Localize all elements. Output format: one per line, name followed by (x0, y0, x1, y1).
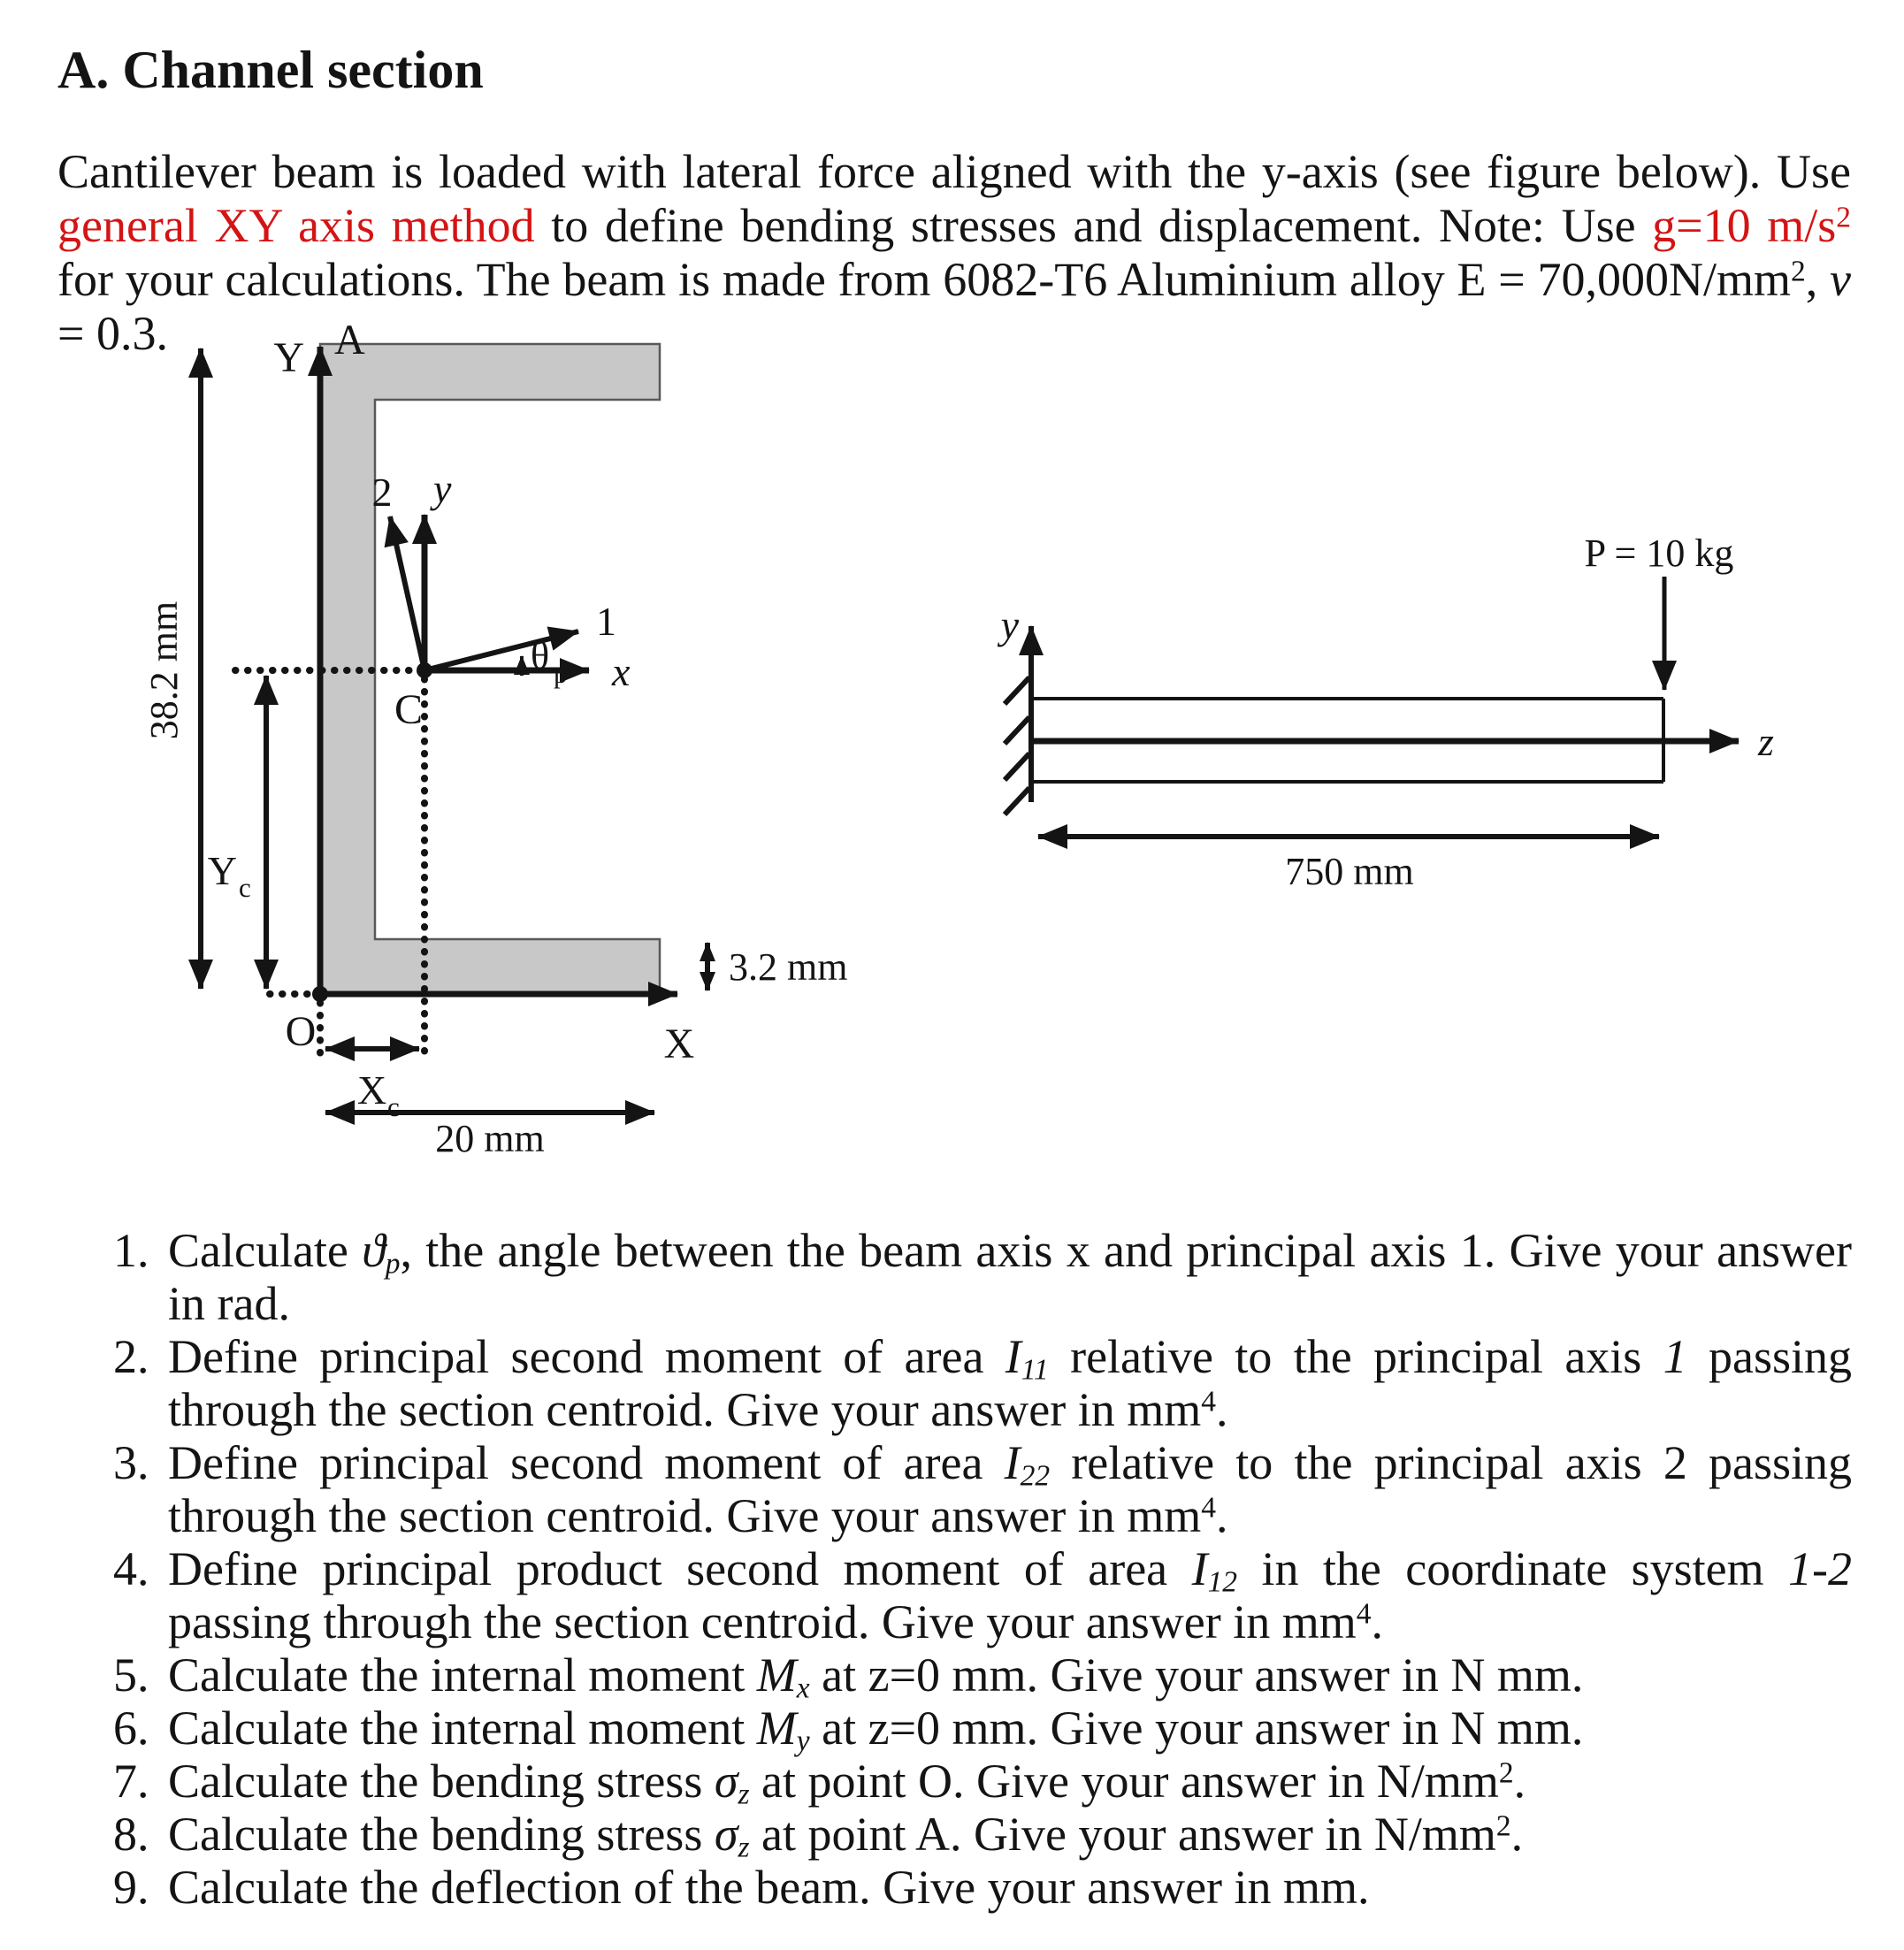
question-item-5 (113, 1648, 1852, 1705)
question-number: 2. (113, 1330, 149, 1383)
question-item-6 (113, 1701, 1852, 1758)
label-Yc: Y (207, 848, 237, 893)
label-axis-1: 1 (596, 599, 616, 644)
question-text: Calculate the internal moment Mx at z=0 mm. Give your answer in N mm. (168, 1648, 1584, 1705)
label-Yc-sub: c (239, 872, 251, 903)
channel-section-figure (133, 314, 929, 1198)
label-C: C (394, 686, 424, 733)
question-number: 6. (113, 1701, 149, 1755)
label-beam-z: z (1758, 719, 1774, 764)
questions-list (113, 1224, 1852, 1914)
question-text: Calculate ϑp, the angle between the beam axis x and principal axis 1. Give your answer in rad. (168, 1224, 1853, 1330)
question-number: 8. (113, 1808, 149, 1861)
question-text: Define principal second moment of area I22 relative to the principal axis 2 passing through the section centroid. Give your answer in $mm^4$. (168, 1436, 1853, 1542)
label-y-axis: y (433, 466, 452, 511)
question-text: Calculate the deflection of the beam. Give your answer in mm. (168, 1861, 1370, 1914)
question-item-7 (113, 1755, 1852, 1811)
question-item-4 (113, 1542, 1852, 1648)
principal-axis-2 (390, 516, 424, 670)
fixed-support-hatch (1005, 677, 1029, 814)
question-number: 5. (113, 1648, 149, 1701)
label-dim-length: 750 mm (1285, 850, 1414, 893)
page-title: A. Channel section (57, 41, 484, 99)
intro-paragraph: Cantilever beam is loaded with lateral force aligned with the y-axis (see figure below). Use general XY axis method to define bending stresses and displacement. Note: Use g=10 $m/s^2$ for your calculations. The beam is made from 6082-T6 Aluminium alloy $E = 70,000N/mm^2$, ν = 0.3. (57, 145, 1851, 360)
label-A: A (334, 317, 365, 363)
question-item-1 (113, 1224, 1852, 1330)
question-number: 4. (113, 1542, 149, 1595)
label-Xc: X (357, 1067, 387, 1113)
question-item-8 (113, 1808, 1852, 1864)
centroid-point (417, 662, 432, 678)
label-theta-sub: p (554, 658, 568, 689)
label-X: X (663, 1021, 695, 1067)
label-load: P = 10 kg (1584, 531, 1734, 575)
question-text: Define principal product second moment of area I12 in the coordinate system 1-2 passing through the section centroid. Give your answer in $mm^4$. (168, 1542, 1853, 1648)
question-number: 1. (113, 1224, 149, 1277)
label-beam-y: y (1000, 602, 1019, 647)
origin-point (312, 986, 328, 1002)
label-Y: Y (273, 334, 304, 381)
label-theta: θ (531, 634, 550, 677)
question-text: Calculate the bending stress σz at point A. Give your answer in $N/mm^2$. (168, 1808, 1524, 1864)
question-item-9 (113, 1861, 1852, 1914)
label-dim-width: 20 mm (435, 1117, 545, 1160)
question-item-3 (113, 1436, 1852, 1542)
cantilever-beam-figure (973, 495, 1866, 911)
label-axis-2: 2 (371, 470, 393, 515)
label-x-axis: x (612, 649, 631, 694)
question-text: Calculate the bending stress σz at point O. Give your answer in $N/mm^2$. (168, 1755, 1526, 1811)
question-text: Calculate the internal moment My at z=0 mm. Give your answer in N mm. (168, 1701, 1584, 1758)
question-number: 3. (113, 1436, 149, 1489)
label-dim-height: 38.2 mm (142, 600, 186, 740)
question-item-2 (113, 1330, 1852, 1436)
label-O: O (285, 1008, 317, 1055)
question-text: Define principal second moment of area I11 relative to the principal axis 1 passing through the section centroid. Give your answer in $mm^4$. (168, 1330, 1853, 1436)
question-number: 9. (113, 1861, 149, 1914)
question-number: 7. (113, 1755, 149, 1808)
label-dim-thickness: 3.2 mm (729, 945, 848, 989)
label-Xc-sub: c (387, 1091, 400, 1122)
